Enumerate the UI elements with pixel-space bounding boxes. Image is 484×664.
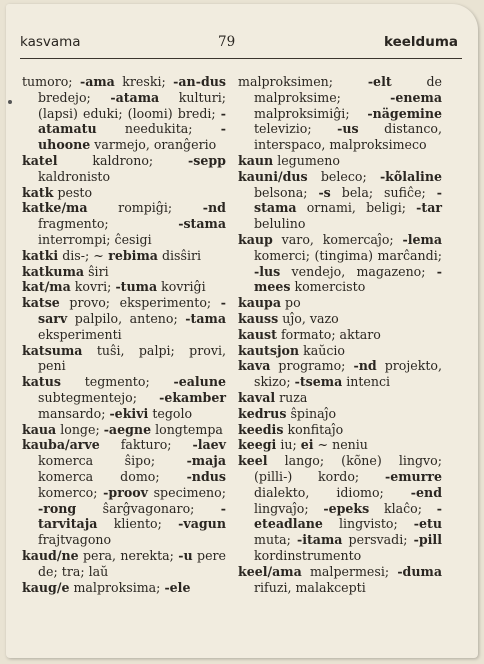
headword: -stama <box>254 184 443 216</box>
definition-text: specimeno; <box>147 484 226 500</box>
headword: kat/ma <box>22 279 71 295</box>
definition-text: dialekto, idiomo; <box>254 484 411 500</box>
dictionary-entry <box>238 169 442 232</box>
definition-text: malproksimen; <box>238 74 368 89</box>
headword: kedrus <box>238 405 287 421</box>
definition-text: persvadi; <box>342 532 414 548</box>
headword: -ama <box>79 74 115 89</box>
headword: keel/ama <box>238 563 302 579</box>
headword: kaupa <box>238 295 282 311</box>
definition-text: malpermesi; <box>301 563 398 579</box>
headword: -end <box>410 484 442 500</box>
headword: -eteadlane <box>254 500 442 532</box>
definition-text: uĵo, vazo <box>278 310 339 326</box>
dictionary-entry <box>238 311 442 327</box>
dictionary-entry <box>238 437 442 453</box>
headword: kaval <box>238 389 276 405</box>
definition-text: televizio; <box>254 121 338 137</box>
definition-text: ŝpinaĵo <box>286 405 337 421</box>
definition-text: eksperimenti <box>38 326 122 342</box>
headword: -ealune <box>173 374 226 390</box>
definition-text: pere de; tra; laŭ <box>38 547 226 579</box>
headword: katus <box>22 374 61 390</box>
headword: -emurre <box>384 468 442 484</box>
definition-text: fakturo; <box>99 437 193 453</box>
definition-text: provo; eksperimento; <box>59 295 221 311</box>
definition-text: ŝarĝvagonaro; <box>76 500 221 516</box>
definition-text: distanco, interspaco, malproksimeco <box>254 121 442 153</box>
definition-text: bredejo; <box>38 89 111 105</box>
definition-text: lingvisto; <box>322 516 414 532</box>
dictionary-entry <box>238 564 442 596</box>
headword: -stama <box>178 216 226 232</box>
headword: -ele <box>164 579 191 595</box>
definition-text: rifuzi, malakcepti <box>254 579 366 595</box>
dictionary-entry <box>238 390 442 406</box>
definition-text: kulturi; (lapsi) eduki; (loomi) bredi; <box>38 89 226 121</box>
definition-text: kaldronisto <box>38 168 111 184</box>
definition-text: ruza <box>275 389 308 405</box>
headword: -lus <box>254 263 281 279</box>
definition-text: pera, nerekta; <box>78 547 179 563</box>
definition-text: varmejo, oranĝerio <box>90 137 217 153</box>
dictionary-entry <box>238 422 442 438</box>
definition-text: ornami, beligi; <box>296 200 417 216</box>
headword: kaud/ne <box>22 547 79 563</box>
definition-text: kordinstrumento <box>254 547 362 563</box>
headword: -uhoone <box>38 121 226 153</box>
dictionary-entry <box>238 406 442 422</box>
headword: rebima <box>103 247 158 263</box>
dictionary-entry <box>22 580 226 596</box>
dictionary-entry <box>22 185 226 201</box>
definition-text: dis-; <box>58 247 94 263</box>
definition-text: de malproksime; <box>254 74 442 105</box>
definition-text: varo, komercaĵo; <box>272 231 403 247</box>
definition-text: komerci; (tingima) marĉandi; <box>254 247 442 263</box>
definition-text: pesto <box>53 184 93 200</box>
headword: -tuma <box>115 279 158 295</box>
headword: -aegne <box>103 421 152 437</box>
headword: katki <box>22 247 59 263</box>
right-column <box>238 74 442 595</box>
definition-text: malproksima; <box>69 579 165 595</box>
definition-text: longtempa <box>151 421 223 437</box>
definition-text: lingvaĵo; <box>254 500 324 516</box>
headword: -elt <box>367 74 392 89</box>
definition-text: mansardo; <box>38 405 110 421</box>
headword: -mees <box>254 263 442 295</box>
headword: -an-dus <box>173 74 226 89</box>
definition-text: kreski; <box>114 74 174 89</box>
definition-text: ~ <box>93 247 104 263</box>
definition-text: frajtvagono <box>38 532 112 548</box>
dictionary-entry <box>22 422 226 438</box>
dictionary-entry <box>22 343 226 375</box>
header-first-word: kasvama <box>20 34 81 50</box>
definition-text: komerca ŝipo; <box>38 453 187 469</box>
headword: -tarvitaja <box>38 500 226 532</box>
headword: -kõlaline <box>379 168 442 184</box>
header-last-word: keelduma <box>383 34 458 50</box>
definition-text: tumoro; <box>22 74 80 89</box>
headword: -ndus <box>186 468 226 484</box>
definition-text: bela; sufiĉe; <box>330 184 437 200</box>
dictionary-entry <box>22 374 226 421</box>
definition-text: legumeno <box>273 152 340 168</box>
headword: -nägemine <box>367 105 442 121</box>
headword: -ekamber <box>159 389 226 405</box>
running-header <box>20 34 458 54</box>
definition-text: disŝiri <box>157 247 202 263</box>
headword: -tsema <box>294 374 343 390</box>
dictionary-entry <box>238 358 442 390</box>
headword: -maja <box>186 453 226 469</box>
headword: kautsjon <box>238 342 300 358</box>
definition-text: konfitaĵo <box>283 421 344 437</box>
definition-text: projekto, skizo; <box>254 358 443 390</box>
headword: -pill <box>413 532 442 548</box>
ink-speck <box>8 100 12 104</box>
headword: -tama <box>185 310 226 326</box>
definition-text: needukita; <box>96 121 221 137</box>
headword: -s <box>318 184 331 200</box>
headword: -atama <box>110 89 160 105</box>
definition-text: muta; <box>254 532 297 548</box>
page-number: 79 <box>218 34 236 50</box>
headword: -atamatu <box>38 105 226 137</box>
headword: katke/ma <box>22 200 88 216</box>
headword: -nd <box>353 358 377 374</box>
headword: kaua <box>22 421 57 437</box>
headword: -sarv <box>38 295 226 326</box>
definition-text: ~ neniu <box>313 437 368 453</box>
definition-text: komerca domo; <box>38 468 187 484</box>
headword: -rong <box>38 500 77 516</box>
definition-text: tegmento; <box>60 374 174 390</box>
headword: -tar <box>416 200 442 216</box>
headword: kauba/arve <box>22 437 100 453</box>
headword: kaug/e <box>22 579 70 595</box>
header-rule <box>20 58 462 59</box>
dictionary-entry <box>238 327 442 343</box>
dictionary-entry <box>22 548 226 580</box>
headword: -sepp <box>188 152 226 168</box>
definition-text: kliento; <box>97 516 179 532</box>
definition-text: fragmento; <box>38 216 179 232</box>
dictionary-entry <box>22 437 226 548</box>
definition-text: lango; (kõne) lingvo; (pilli-) kordo; <box>254 453 442 484</box>
headword: kauni/dus <box>238 168 308 184</box>
dictionary-entry <box>22 279 226 295</box>
headword: kava <box>238 358 271 374</box>
dictionary-entry <box>238 74 442 153</box>
dictionary-entry <box>238 232 442 295</box>
dictionary-entry <box>22 248 226 264</box>
definition-text: palpilo, anteno; <box>67 310 186 326</box>
definition-text: tegolo <box>148 405 193 421</box>
headword: katsuma <box>22 342 83 358</box>
definition-text: kaldrono; <box>57 152 189 168</box>
headword: keegi <box>238 437 277 453</box>
definition-text: subtegmentejo; <box>38 389 160 405</box>
definition-text: vendejo, magazeno; <box>280 263 437 279</box>
headword: keel <box>238 453 268 469</box>
definition-text: beleco; <box>307 168 380 184</box>
dictionary-entry <box>22 200 226 247</box>
headword: kaust <box>238 326 277 342</box>
headword: kaup <box>238 231 273 247</box>
dictionary-entry <box>238 153 442 169</box>
definition-text: kaŭcio <box>299 342 345 358</box>
headword: -us <box>337 121 359 137</box>
left-column <box>22 74 226 595</box>
headword: -epeks <box>323 500 370 516</box>
headword: -proov <box>103 484 148 500</box>
headword: -duma <box>397 563 442 579</box>
definition-text: belsona; <box>254 184 319 200</box>
headword: -vagun <box>178 516 226 532</box>
headword: -laev <box>192 437 226 453</box>
dictionary-entry <box>22 153 226 185</box>
definition-text: formato; aktaro <box>276 326 381 342</box>
dictionary-page <box>6 4 478 658</box>
definition-text: ŝiri <box>84 263 109 279</box>
definition-text: belulino <box>254 216 306 232</box>
definition-text: kovriĝi <box>157 279 206 295</box>
headword: -u <box>178 547 193 563</box>
headword: -enema <box>390 89 442 105</box>
headword: katse <box>22 295 60 311</box>
dictionary-entry <box>22 74 226 153</box>
headword: keedis <box>238 421 284 437</box>
dictionary-entry <box>22 295 226 342</box>
dictionary-entry <box>238 343 442 359</box>
definition-text: klaĉo; <box>369 500 437 516</box>
headword: -itama <box>296 532 343 548</box>
headword: katel <box>22 152 58 168</box>
definition-text: komerco; <box>38 484 104 500</box>
dictionary-entry <box>22 264 226 280</box>
definition-text: intenci <box>342 374 391 390</box>
headword: ei <box>300 437 314 453</box>
headword: -nd <box>202 200 226 216</box>
dictionary-entry <box>238 453 442 564</box>
definition-text: komercisto <box>290 279 366 295</box>
headword: -ekivi <box>109 405 149 421</box>
definition-text: po <box>281 295 301 311</box>
definition-text: kovri; <box>70 279 116 295</box>
dictionary-entry <box>238 295 442 311</box>
definition-text: longe; <box>56 421 104 437</box>
definition-text: malproksimiĝi; <box>254 105 368 121</box>
definition-text: iu; <box>276 437 301 453</box>
definition-text: tuŝi, palpi; provi, peni <box>38 342 226 374</box>
headword: -etu <box>413 516 442 532</box>
definition-text: interrompi; ĉesigi <box>38 231 152 247</box>
headword: -lema <box>402 231 442 247</box>
headword: kauss <box>238 310 279 326</box>
headword: katkuma <box>22 263 85 279</box>
definition-text: rompiĝi; <box>87 200 203 216</box>
headword: kaun <box>238 152 274 168</box>
definition-text: programo; <box>270 358 354 374</box>
headword: katk <box>22 184 54 200</box>
